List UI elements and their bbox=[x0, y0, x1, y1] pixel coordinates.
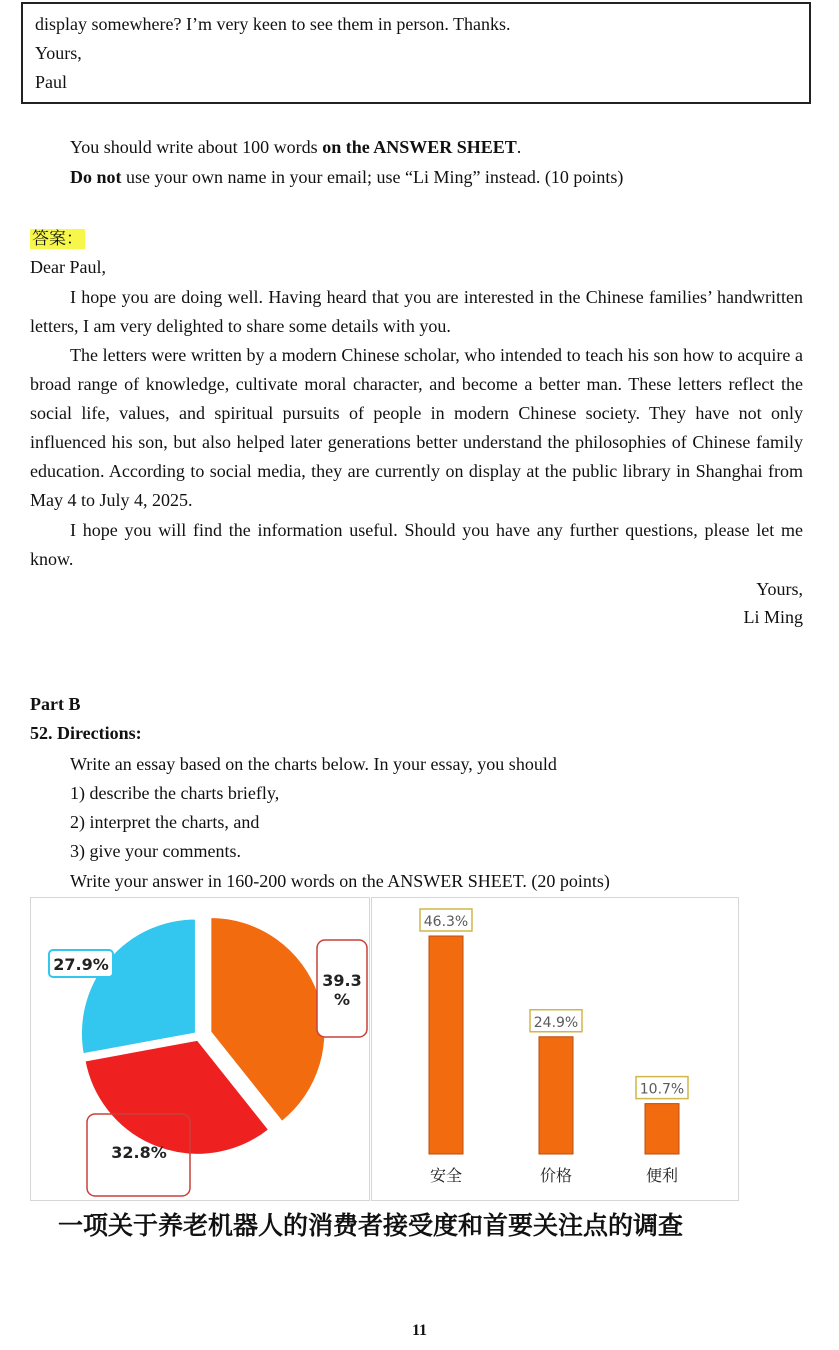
pie-chart bbox=[31, 898, 369, 1200]
instruction-emphasis: on the ANSWER SHEET bbox=[322, 137, 517, 157]
page-number: 11 bbox=[411, 1322, 428, 1339]
bar-chart-panel bbox=[371, 897, 739, 1201]
letter-line: display somewhere? I’m very keen to see them in person. Thanks. bbox=[35, 14, 511, 34]
answer-paragraph-3: I hope you will find the information useful. Should you have any further questions, please let me know. bbox=[30, 520, 803, 569]
letter-closing: Yours, bbox=[35, 43, 82, 63]
answer-paragraph-1: I hope you are doing well. Having heard that you are interested in the Chinese families’ handwritten letters, I am very delighted to share some details with you. bbox=[30, 287, 803, 336]
answer-paragraph-2: The letters were written by a modern Chinese scholar, who intended to teach his son how to acquire a broad range of knowledge, cultivate moral character, and become a better man. These letters reflect the social life, values, and spiritual pursuits of people in modern Chinese society. They have not only influenced his son, but also helped later generations better understand the philosophies of Chinese family education. According to social media, they are currently on display at the public library in Shanghai from May 4 to July 4, 2025. bbox=[30, 345, 803, 510]
bar-category-label: 安全 bbox=[429, 1166, 463, 1185]
pie-slice bbox=[81, 918, 196, 1054]
instruction-text: use your own name in your email; use “Li Ming” instead. (10 points) bbox=[121, 167, 624, 187]
letter-signature: Paul bbox=[35, 72, 68, 92]
answer-greeting: Dear Paul, bbox=[30, 257, 106, 277]
instruction-emphasis: Do not bbox=[70, 167, 122, 187]
pie-label: 32.8% bbox=[111, 1143, 167, 1162]
directions-intro: Write an essay based on the charts below. In your essay, you should bbox=[70, 754, 557, 774]
part-b-title: Part B bbox=[30, 694, 81, 714]
answer-signature: Li Ming bbox=[743, 607, 803, 627]
directions-item-2: 2) interpret the charts, and bbox=[70, 812, 260, 832]
instruction-line-2 bbox=[70, 163, 623, 192]
directions-item-1: 1) describe the charts briefly, bbox=[70, 783, 280, 803]
pie-label: 39.3 bbox=[322, 971, 362, 990]
chart-caption: 一项关于养老机器人的消费者接受度和首要关注点的调查 bbox=[58, 1211, 684, 1240]
bar-category-label: 价格 bbox=[539, 1166, 573, 1185]
bar bbox=[645, 1104, 679, 1154]
bar-value-label: 24.9% bbox=[533, 1014, 579, 1031]
bar-category-label: 便利 bbox=[645, 1166, 679, 1185]
bar-chart bbox=[372, 898, 738, 1200]
instruction-text: You should write about 100 words bbox=[70, 137, 323, 157]
instruction-line-1 bbox=[70, 133, 521, 162]
bar-value-label: 10.7% bbox=[639, 1081, 685, 1098]
answer-label bbox=[30, 224, 85, 249]
answer-label-highlight: 答案： bbox=[32, 229, 83, 249]
word-requirement: Write your answer in 160-200 words on the ANSWER SHEET. (20 points) bbox=[70, 871, 610, 891]
bar-value-label: 46.3% bbox=[423, 914, 469, 930]
pie-chart-panel bbox=[30, 897, 370, 1201]
directions-heading: 52. Directions: bbox=[30, 723, 142, 743]
directions-item-3: 3) give your comments. bbox=[70, 841, 241, 861]
bar bbox=[539, 1037, 573, 1154]
letter-box bbox=[21, 2, 811, 104]
instruction-period: . bbox=[516, 137, 522, 157]
bar bbox=[429, 936, 463, 1154]
pie-label: % bbox=[333, 990, 351, 1009]
answer-closing: Yours, bbox=[756, 579, 803, 599]
pie-label: 27.9% bbox=[53, 955, 109, 974]
